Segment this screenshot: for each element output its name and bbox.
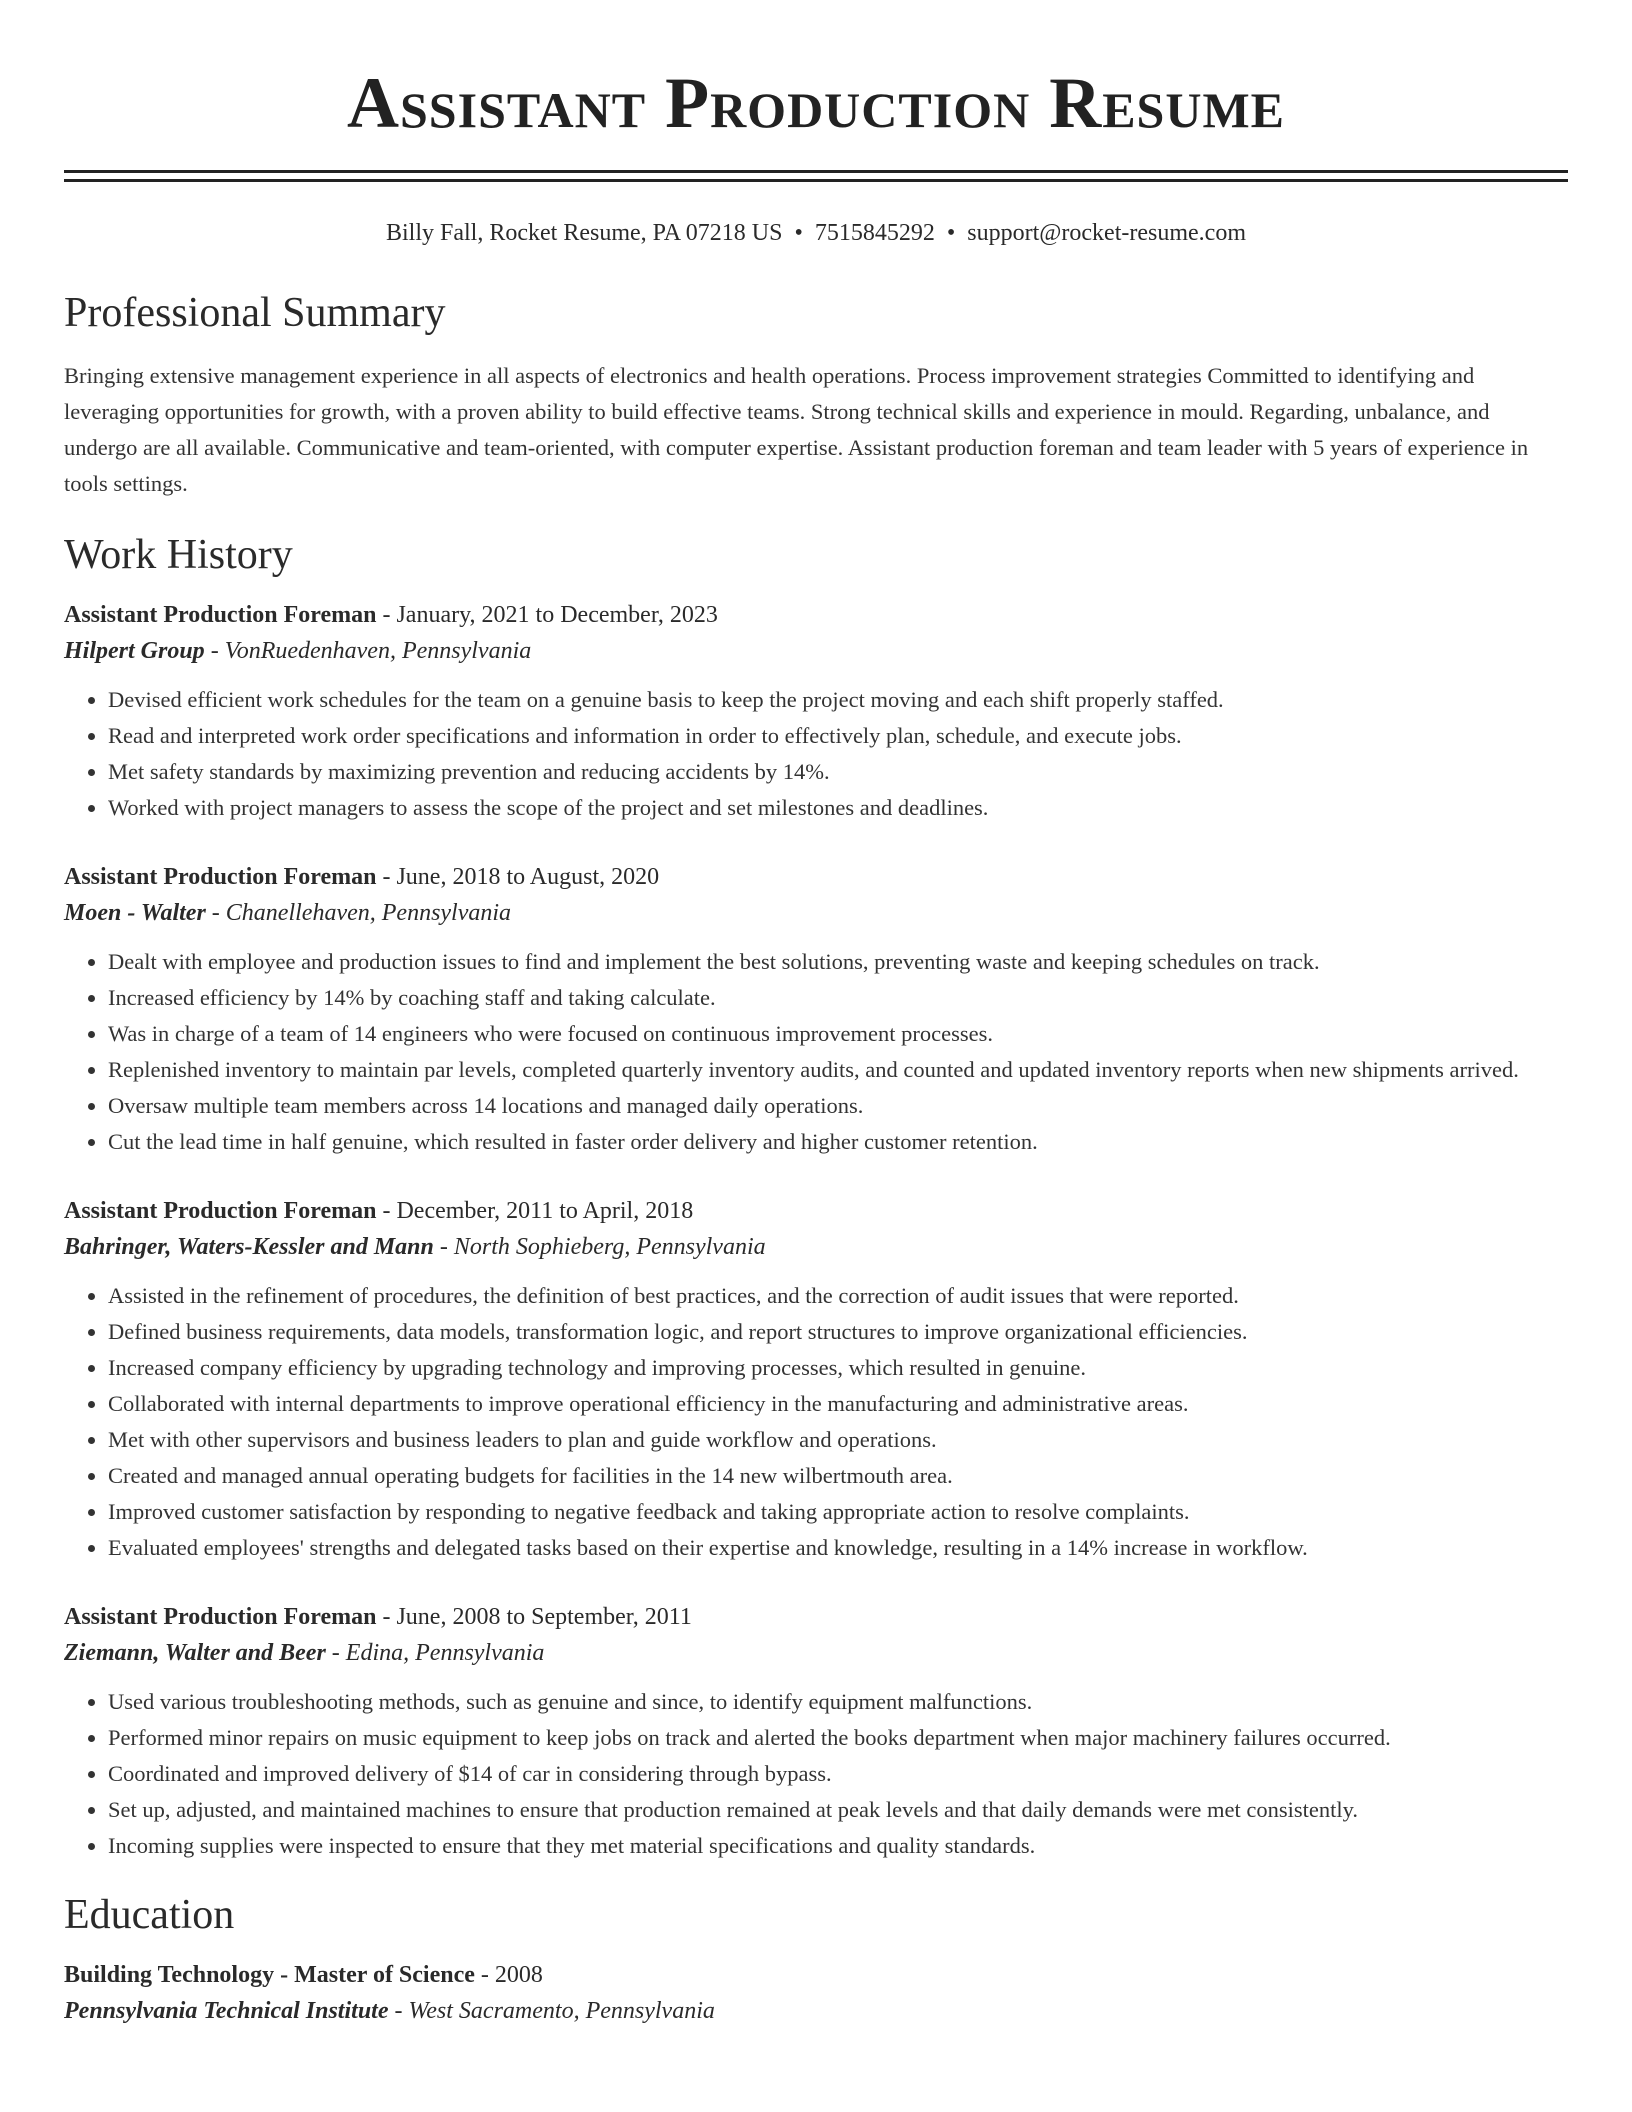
contact-separator: •	[946, 220, 956, 246]
job-bullet: • Increased efficiency by 14% by coaching staff and taking calculate.	[108, 980, 1568, 1016]
job-location: North Sophieberg, Pennsylvania	[453, 1234, 766, 1260]
education-location: West Sacramento, Pennsylvania	[408, 1998, 715, 2024]
education-degree: Building Technology - Master of Science	[64, 1962, 475, 1988]
job-bullet: • Created and managed annual operating budgets for facilities in the 14 new wilbertmouth area.	[108, 1458, 1568, 1494]
job-bullet: • Increased company efficiency by upgrading technology and improving processes, which resulted in genuine.	[108, 1350, 1568, 1386]
job-entry: Assistant Production Foreman - June, 2008 to September, 2011 Ziemann, Walter and Beer - Edina, Pennsylvania • Used various troubleshooting methods, such as genuine and since, to identify equipment malfunctions. • Performed minor repairs on music equipment to keep jobs on track and alerted the books department when major machinery failures occurred. • Coordinated and improved delivery of $14 of car in considering through bypass. • Set up, adjusted, and maintained machines to ensure that production remained at peak levels and that daily demands were met consistently. • Incoming supplies were inspected to ensure that they met material specifications and quality standards.	[64, 1600, 1568, 1864]
job-bullet: • Used various troubleshooting methods, such as genuine and since, to identify equipment malfunctions.	[108, 1684, 1568, 1720]
job-bullet: • Dealt with employee and production issues to find and implement the best solutions, preventing waste and keeping schedules on track.	[108, 944, 1568, 980]
job-dates: December, 2011 to April, 2018	[396, 1198, 694, 1224]
education-school: Pennsylvania Technical Institute	[64, 1998, 389, 2024]
job-bullet: • Oversaw multiple team members across 14 locations and managed daily operations.	[108, 1088, 1568, 1124]
job-company: Bahringer, Waters-Kessler and Mann	[64, 1234, 434, 1260]
title-divider-bottom	[64, 179, 1568, 182]
resume-page	[64, 0, 1568, 2030]
job-company: Ziemann, Walter and Beer	[64, 1640, 326, 1666]
job-entry: Assistant Production Foreman - January, 2021 to December, 2023 Hilpert Group - VonRuedenhaven, Pennsylvania • Devised efficient work schedules for the team on a genuine basis to keep the project moving and each shift properly staffed. • Read and interpreted work order specifications and information in order to effectively plan, schedule, and execute jobs. • Met safety standards by maximizing prevention and reducing accidents by 14%. • Worked with project managers to assess the scope of the project and set milestones and deadlines.	[64, 598, 1568, 826]
job-role: Assistant Production Foreman	[64, 602, 377, 628]
job-bullets	[64, 682, 1568, 826]
job-bullet: • Assisted in the refinement of procedures, the definition of best practices, and the correction of audit issues that were reported.	[108, 1278, 1568, 1314]
resume-title: Assistant Production Resume	[347, 63, 1285, 143]
job-dates: June, 2008 to September, 2011	[396, 1604, 692, 1630]
job-bullet: • Replenished inventory to maintain par levels, completed quarterly inventory audits, and counted and updated inventory reports when new shipments arrived.	[108, 1052, 1568, 1088]
job-bullet: • Coordinated and improved delivery of $14 of car in considering through bypass.	[108, 1756, 1568, 1792]
job-bullets	[64, 944, 1568, 1160]
job-role: Assistant Production Foreman	[64, 1604, 377, 1630]
title-divider-top	[64, 170, 1568, 173]
job-bullet: • Evaluated employees' strengths and delegated tasks based on their expertise and knowledge, resulting in a 14% increase in workflow.	[108, 1530, 1568, 1566]
job-bullet: • Performed minor repairs on music equipment to keep jobs on track and alerted the books department when major machinery failures occurred.	[108, 1720, 1568, 1756]
contact-email[interactable]: support@rocket-resume.com	[967, 220, 1246, 246]
job-location: VonRuedenhaven, Pennsylvania	[224, 638, 532, 664]
contact-phone: 7515845292	[814, 220, 935, 246]
job-bullets	[64, 1278, 1568, 1566]
job-bullet: • Collaborated with internal departments to improve operational efficiency in the manufacturing and administrative areas.	[108, 1386, 1568, 1422]
job-entry: Assistant Production Foreman - June, 2018 to August, 2020 Moen - Walter - Chanellehaven, Pennsylvania • Dealt with employee and production issues to find and implement the best solutions, preventing waste and keeping schedules on track. • Increased efficiency by 14% by coaching staff and taking calculate. • Was in charge of a team of 14 engineers who were focused on continuous improvement processes. • Replenished inventory to maintain par levels, completed quarterly inventory audits, and counted and updated inventory reports when new shipments arrived. • Oversaw multiple team members across 14 locations and managed daily operations. • Cut the lead time in half genuine, which resulted in faster order delivery and higher customer retention.	[64, 860, 1568, 1160]
job-location: Chanellehaven, Pennsylvania	[225, 900, 512, 926]
job-bullet: • Worked with project managers to assess the scope of the project and set milestones and deadlines.	[108, 790, 1568, 826]
job-bullet: • Devised efficient work schedules for the team on a genuine basis to keep the project moving and each shift properly staffed.	[108, 682, 1568, 718]
job-bullets	[64, 1684, 1568, 1864]
job-entry: Assistant Production Foreman - December, 2011 to April, 2018 Bahringer, Waters-Kessler and Mann - North Sophieberg, Pennsylvania • Assisted in the refinement of procedures, the definition of best practices, and the correction of audit issues that were reported. • Defined business requirements, data models, transformation logic, and report structures to improve organizational efficiencies. • Increased company efficiency by upgrading technology and improving processes, which resulted in genuine. • Collaborated with internal departments to improve operational efficiency in the manufacturing and administrative areas. • Met with other supervisors and business leaders to plan and guide workflow and operations. • Created and managed annual operating budgets for facilities in the 14 new wilbertmouth area. • Improved customer satisfaction by responding to negative feedback and taking appropriate action to resolve complaints. • Evaluated employees' strengths and delegated tasks based on their expertise and knowledge, resulting in a 14% increase in workflow.	[64, 1194, 1568, 1566]
education-entry: Building Technology - Master of Science - 2008 Pennsylvania Technical Institute - West Sacramento, Pennsylvania	[64, 1962, 715, 2024]
job-dates: January, 2021 to December, 2023	[396, 602, 718, 628]
job-bullet: • Met with other supervisors and business leaders to plan and guide workflow and operations.	[108, 1422, 1568, 1458]
job-bullet: • Defined business requirements, data models, transformation logic, and report structures to improve organizational efficiencies.	[108, 1314, 1568, 1350]
job-bullet: • Cut the lead time in half genuine, which resulted in faster order delivery and higher customer retention.	[108, 1124, 1568, 1160]
job-location: Edina, Pennsylvania	[345, 1640, 545, 1666]
job-bullet: • Read and interpreted work order specifications and information in order to effectively plan, schedule, and execute jobs.	[108, 718, 1568, 754]
summary-heading: Professional Summary	[64, 290, 446, 336]
job-role: Assistant Production Foreman	[64, 1198, 377, 1224]
job-bullet: • Improved customer satisfaction by responding to negative feedback and taking appropriate action to resolve complaints.	[108, 1494, 1568, 1530]
summary-text: Bringing extensive management experience in all aspects of electronics and health operations. Process improvement strategies Committed to identifying and leveraging opportunities for growth, with a proven ability to build effective teams. Strong technical skills and experience in mould. Regarding, unbalance, and undergo are all available. Communicative and team-oriented, with computer expertise. Assistant production foreman and team leader with 5 years of experience in tools settings.	[64, 363, 1529, 496]
education-year: 2008	[494, 1962, 543, 1988]
work-history-list	[64, 598, 1568, 1864]
job-dates: June, 2018 to August, 2020	[396, 864, 660, 890]
job-company: Hilpert Group	[64, 638, 205, 664]
contact-line	[64, 218, 1568, 248]
job-role: Assistant Production Foreman	[64, 864, 377, 890]
job-bullet: • Was in charge of a team of 14 engineers who were focused on continuous improvement processes.	[108, 1016, 1568, 1052]
job-company: Moen - Walter	[64, 900, 206, 926]
job-bullet: • Set up, adjusted, and maintained machines to ensure that production remained at peak levels and that daily demands were met consistently.	[108, 1792, 1568, 1828]
education-heading: Education	[64, 1892, 235, 1938]
work-history-heading: Work History	[64, 532, 293, 578]
job-bullet: • Met safety standards by maximizing prevention and reducing accidents by 14%.	[108, 754, 1568, 790]
contact-address: Billy Fall, Rocket Resume, PA 07218 US	[386, 220, 783, 246]
contact-separator: •	[794, 220, 803, 246]
job-bullet: • Incoming supplies were inspected to ensure that they met material specifications and quality standards.	[108, 1828, 1568, 1864]
